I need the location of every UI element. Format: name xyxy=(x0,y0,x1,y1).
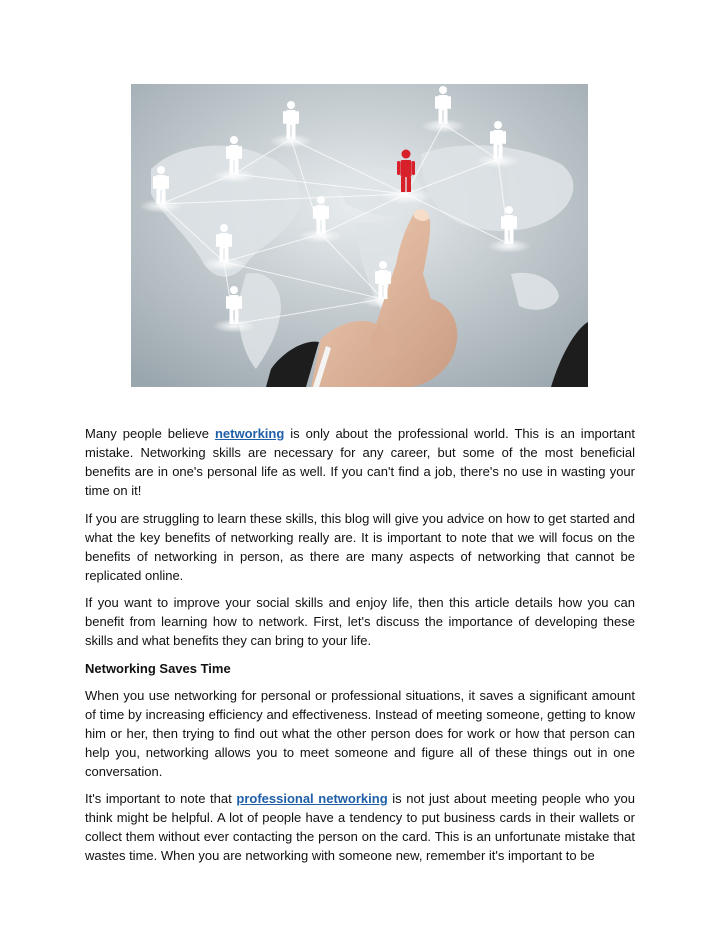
paragraph-text: It's important to note that xyxy=(85,791,237,806)
paragraph-text: Many people believe xyxy=(85,426,215,441)
section-heading: Networking Saves Time xyxy=(85,660,231,676)
paragraph-saves-time: When you use networking for personal or professional situations, it saves a significant amount of time by increasing efficiency and effectiveness. Instead of meeting someone, getting to know him or her, then trying to find out what the other person does for work or how that person can help you, networking allows you to meet someone and figure all of these things out in one conversation. xyxy=(85,687,635,779)
paragraph-intro xyxy=(85,424,635,500)
paragraph-text: is only about the professional world. This is an important mistake. Networking skills are necessary for any career, but some of the most beneficial benefits are in one's personal life as well. If you can't find a job, there's no use in wasting your time on it! xyxy=(85,426,635,498)
professional-networking-link[interactable]: professional networking xyxy=(236,791,388,806)
networking-link[interactable]: networking xyxy=(214,426,285,441)
article-body xyxy=(85,424,635,874)
paragraph-improve-skills: If you want to improve your social skills and enjoy life, then this article details how you can benefit from learning how to network. First, let's discuss the importance of developing these skills and what benefits they can bring to your life. xyxy=(85,595,635,648)
networking-hero-image xyxy=(131,84,588,387)
paragraph-professional-networking xyxy=(85,789,635,865)
paragraph-struggling: If you are struggling to learn these skills, this blog will give you advice on how to get started and what the key benefits of networking really are. It is important to note that we will focus on the benefits of networking in person, as there are many aspects of networking that cannot be replicated online. xyxy=(85,510,635,583)
paragraph-text: is not just about meeting people who you think might be helpful. A lot of people have a tendency to put business cards in their wallets or collect them without ever contacting the person on the card. This is an unfortunate mistake that wastes time. When you are networking with someone new, remember it's important to be xyxy=(85,791,635,863)
